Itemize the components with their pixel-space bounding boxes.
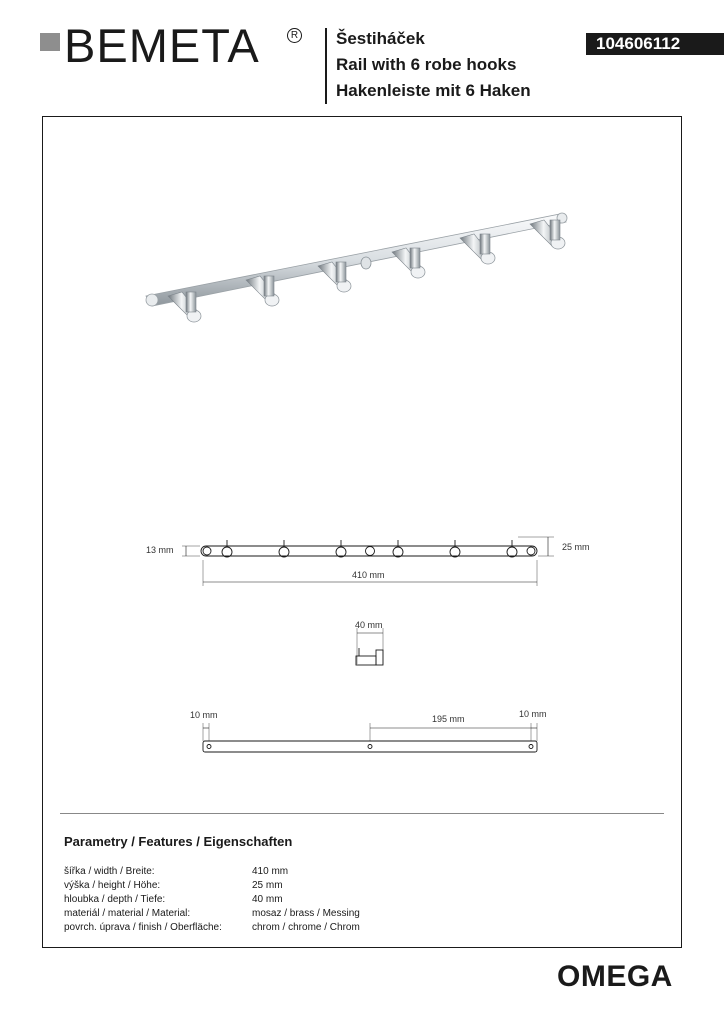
title-en: Rail with 6 robe hooks: [336, 55, 517, 74]
dim-height-small: 13 mm: [146, 545, 174, 555]
feature-label: hloubka / depth / Tiefe:: [64, 894, 166, 905]
hook: [246, 276, 279, 306]
dim-height-total: 25 mm: [562, 542, 590, 552]
feature-label: šířka / width / Breite:: [64, 866, 155, 877]
hook: [460, 234, 495, 264]
feature-value: 410 mm: [252, 866, 289, 877]
feature-label: povrch. úprava / finish / Oberfläche:: [64, 922, 222, 933]
dim-width: 410 mm: [352, 570, 385, 580]
feature-value: 40 mm: [252, 894, 283, 905]
brand-logo: BEMETA: [64, 19, 260, 72]
hook: [392, 248, 425, 278]
back-view-drawing: [203, 723, 537, 752]
title-cz: Šestiháček: [336, 29, 425, 48]
side-view-drawing: [356, 628, 383, 665]
product-code: 104606112: [586, 33, 724, 55]
feature-value: chrom / chrome / Chrom: [252, 922, 360, 933]
dim-depth: 40 mm: [355, 620, 383, 630]
hook: [530, 220, 565, 249]
title-de: Hakenleiste mit 6 Haken: [336, 81, 531, 100]
features-heading: Parametry / Features / Eigenschaften: [64, 834, 293, 849]
product-image: [146, 213, 567, 322]
series-name: OMEGA: [557, 960, 673, 993]
feature-label: výška / height / Höhe:: [64, 880, 161, 891]
feature-value: mosaz / brass / Messing: [252, 908, 360, 919]
dim-edge-right: 10 mm: [519, 709, 547, 719]
hook: [318, 262, 351, 292]
registered-mark: R: [287, 28, 302, 43]
dim-center: 195 mm: [432, 714, 465, 724]
dim-edge-left: 10 mm: [190, 710, 218, 720]
separator: [60, 813, 664, 814]
hook: [168, 292, 201, 322]
feature-value: 25 mm: [252, 880, 283, 891]
feature-label: materiál / material / Material:: [64, 908, 191, 919]
